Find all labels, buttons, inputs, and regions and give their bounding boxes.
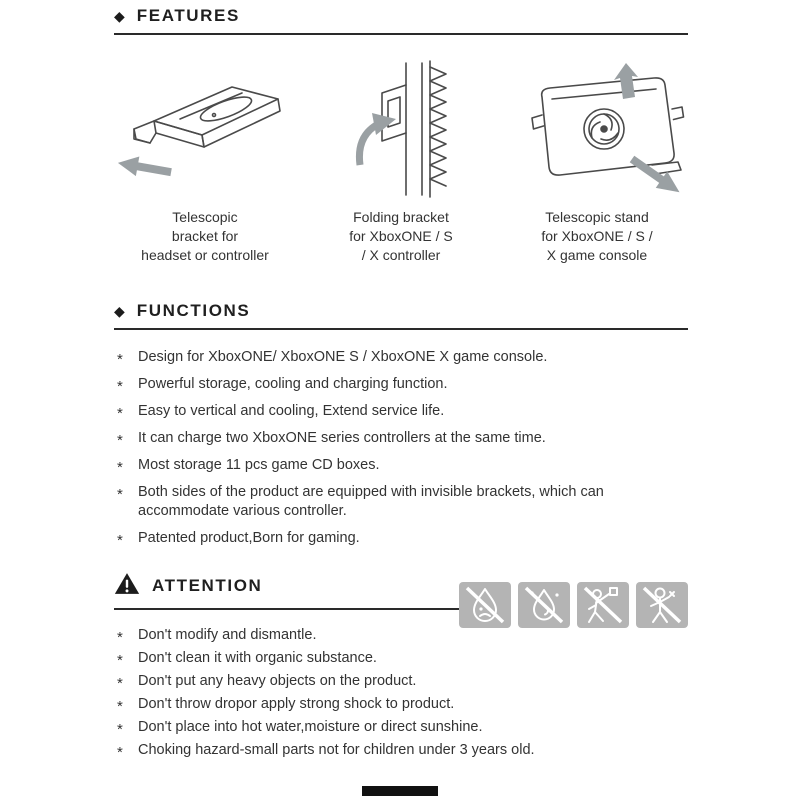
- bullet-text: Don't clean it with organic substance.: [138, 650, 377, 666]
- bullet-marker: *: [117, 532, 123, 549]
- bullet-marker: *: [117, 698, 123, 715]
- folding-bracket-illustration: [310, 59, 492, 199]
- bullet-text: Don't put any heavy objects on the product.: [138, 673, 417, 689]
- bullet-marker: *: [117, 432, 123, 449]
- feature-figure: [114, 59, 296, 265]
- functions-list: [114, 348, 616, 548]
- figures-row: [114, 59, 688, 265]
- figure-caption: Telescopic bracket for headset or controller: [141, 209, 269, 263]
- bullet-marker: *: [117, 675, 123, 692]
- functions-header: [114, 301, 688, 321]
- bullet-marker: *: [117, 378, 123, 395]
- functions-title: FUNCTIONS: [136, 301, 251, 320]
- list-item: [114, 718, 616, 737]
- telescopic-bracket-illustration: [114, 59, 296, 199]
- page-content: [114, 0, 688, 764]
- attention-divider: [114, 608, 462, 610]
- features-divider: [114, 33, 688, 35]
- attention-section: [114, 572, 688, 760]
- diamond-icon: ◆: [114, 303, 125, 319]
- telescopic-stand-illustration: [506, 59, 688, 199]
- bullet-text: Patented product,Born for gaming.: [138, 530, 360, 546]
- no-children-icon: [636, 582, 688, 628]
- list-item: [114, 375, 616, 394]
- bullet-marker: *: [117, 629, 123, 646]
- list-item: [114, 402, 616, 421]
- bullet-text: Powerful storage, cooling and charging function.: [138, 376, 448, 392]
- diamond-icon: ◆: [114, 8, 125, 24]
- attention-title: ATTENTION: [152, 576, 263, 595]
- feature-figure: [506, 59, 688, 265]
- bullet-text: It can charge two XboxONE series controllers at the same time.: [138, 430, 546, 446]
- no-water-icon: [518, 582, 570, 628]
- warning-triangle-icon: [114, 572, 140, 600]
- list-item: [114, 672, 616, 691]
- bullet-marker: *: [117, 721, 123, 738]
- list-item: [114, 348, 616, 367]
- functions-divider: [114, 328, 688, 330]
- list-item: [114, 695, 616, 714]
- features-title: FEATURES: [136, 6, 240, 25]
- no-wet-hands-icon: [459, 582, 511, 628]
- bullet-text: Design for XboxONE/ XboxONE S / XboxONE X game console.: [138, 349, 548, 365]
- feature-figure: [310, 59, 492, 265]
- bullet-text: Don't throw dropor apply strong shock to product.: [138, 696, 455, 712]
- no-throwing-icon: [577, 582, 629, 628]
- bullet-marker: *: [117, 405, 123, 422]
- features-section: [114, 6, 688, 265]
- bullet-text: Easy to vertical and cooling, Extend service life.: [138, 403, 445, 419]
- list-item: [114, 456, 616, 475]
- list-item: [114, 529, 616, 548]
- bullet-marker: *: [117, 351, 123, 368]
- bullet-marker: *: [117, 486, 123, 503]
- list-item: [114, 429, 616, 448]
- bullet-text: Don't place into hot water,moisture or direct sunshine.: [138, 719, 483, 735]
- bullet-text: Choking hazard-small parts not for children under 3 years old.: [138, 742, 535, 758]
- bullet-marker: *: [117, 459, 123, 476]
- bullet-marker: *: [117, 744, 123, 761]
- features-header: [114, 6, 688, 26]
- bullet-text: Both sides of the product are equipped with invisible brackets, which can accommodate various controller.: [138, 484, 604, 519]
- list-item: [114, 741, 616, 760]
- bullet-text: Most storage 11 pcs game CD boxes.: [138, 457, 380, 473]
- figure-caption: Folding bracket for XboxONE / S / X controller: [349, 209, 453, 263]
- bullet-marker: *: [117, 652, 123, 669]
- bullet-text: Don't modify and dismantle.: [138, 627, 317, 643]
- footer-mark: [362, 786, 438, 796]
- list-item: [114, 626, 616, 645]
- list-item: [114, 483, 616, 521]
- attention-list: [114, 626, 616, 760]
- list-item: [114, 649, 616, 668]
- warning-icons-row: [459, 582, 688, 628]
- figure-caption: Telescopic stand for XboxONE / S / X game console: [541, 209, 653, 263]
- functions-section: [114, 301, 688, 548]
